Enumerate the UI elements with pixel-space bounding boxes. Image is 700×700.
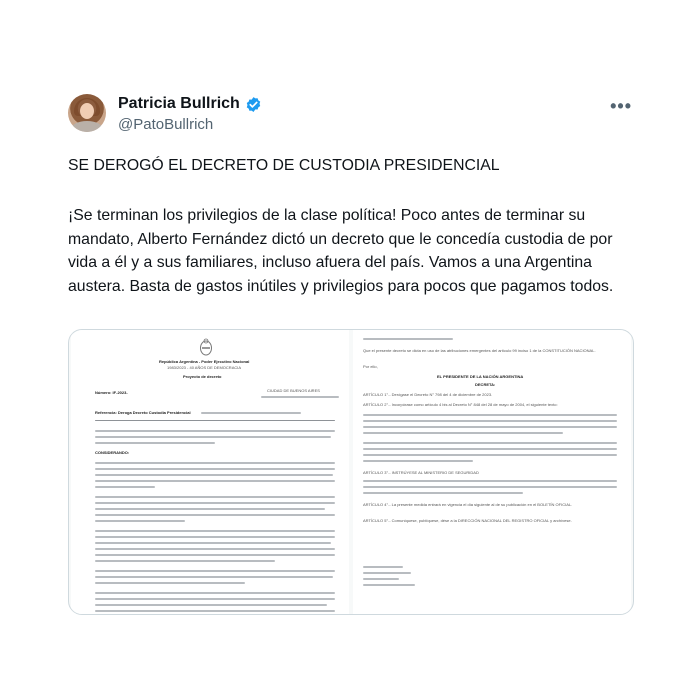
doc-place-date: CIUDAD DE BUENOS AIRES — [267, 388, 320, 393]
doc-president: EL PRESIDENTE DE LA NACIÓN ARGENTINA — [437, 374, 524, 379]
doc-por-ello: Por ello, — [363, 364, 378, 369]
doc-article-5: ARTÍCULO 5°.- Comuníquese, publíquese, dése a la DIRECCIÓN NACIONAL DEL REGISTRO OFICIAL y archívese. — [363, 518, 572, 523]
doc-article-3: ARTÍCULO 3°.- INSTRÚYESE AL MINISTERIO DE SEGURIDAD — [363, 470, 479, 475]
doc-header-2: 1983/2023 - 40 AÑOS DE DEMOCRACIA — [167, 365, 242, 370]
doc-considerando: CONSIDERANDO: — [95, 450, 130, 455]
document-page-right — [353, 330, 631, 614]
argentina-coat-of-arms-icon — [199, 338, 213, 356]
tweet-headline: SE DEROGÓ EL DECRETO DE CUSTODIA PRESIDENCIAL — [68, 157, 500, 174]
doc-reference: Referencia: Deroga Decreto Custodia Presidencial — [95, 410, 191, 415]
author-handle[interactable]: @PatoBullrich — [118, 116, 214, 133]
doc-header-3: Proyecto de decreto — [183, 374, 222, 379]
doc-number: Número: IF-2023- — [95, 390, 128, 395]
doc-decreta: DECRETA: — [475, 382, 496, 387]
doc-header-1: República Argentina - Poder Ejecutivo Nacional — [159, 359, 250, 364]
attached-document-image[interactable] — [68, 329, 634, 615]
doc-intro: Que el presente decreto se dicta en uso de las atribuciones emergentes del artículo 99 inciso 1 de la CONSTITUCIÓN NACIONAL. — [363, 348, 596, 353]
tweet-body: ¡Se terminan los privilegios de la clase política! Poco antes de terminar su mandato, Alberto Fernández dictó un decreto que le concedía custodia de por vida a él y a sus familiares, incluso afuera del país. Vamos a una Argentina austera. Basta de gastos inútiles y privilegios para pocos que pagamos todos. — [68, 207, 614, 295]
doc-article-1: ARTÍCULO 1°.- Derógase el Decreto N° 798 del 4 de diciembre de 2023. — [363, 392, 493, 397]
avatar[interactable] — [68, 94, 106, 132]
author-row — [118, 95, 262, 113]
author-name[interactable]: Patricia Bullrich — [118, 95, 240, 112]
more-options-icon[interactable]: ••• — [610, 96, 632, 116]
doc-article-4: ARTÍCULO 4°.- La presente medida entrará en vigencia el día siguiente al de su publicación en el BOLETÍN OFICIAL. — [363, 502, 573, 507]
document-page-left — [71, 330, 349, 614]
doc-article-2: ARTÍCULO 2°.- Incorpórase como artículo 4 bis al Decreto N° 848 del 28 de mayo de 2004, el siguiente texto: — [363, 402, 558, 407]
tweet-card — [48, 66, 652, 636]
verified-badge-icon — [245, 96, 262, 113]
